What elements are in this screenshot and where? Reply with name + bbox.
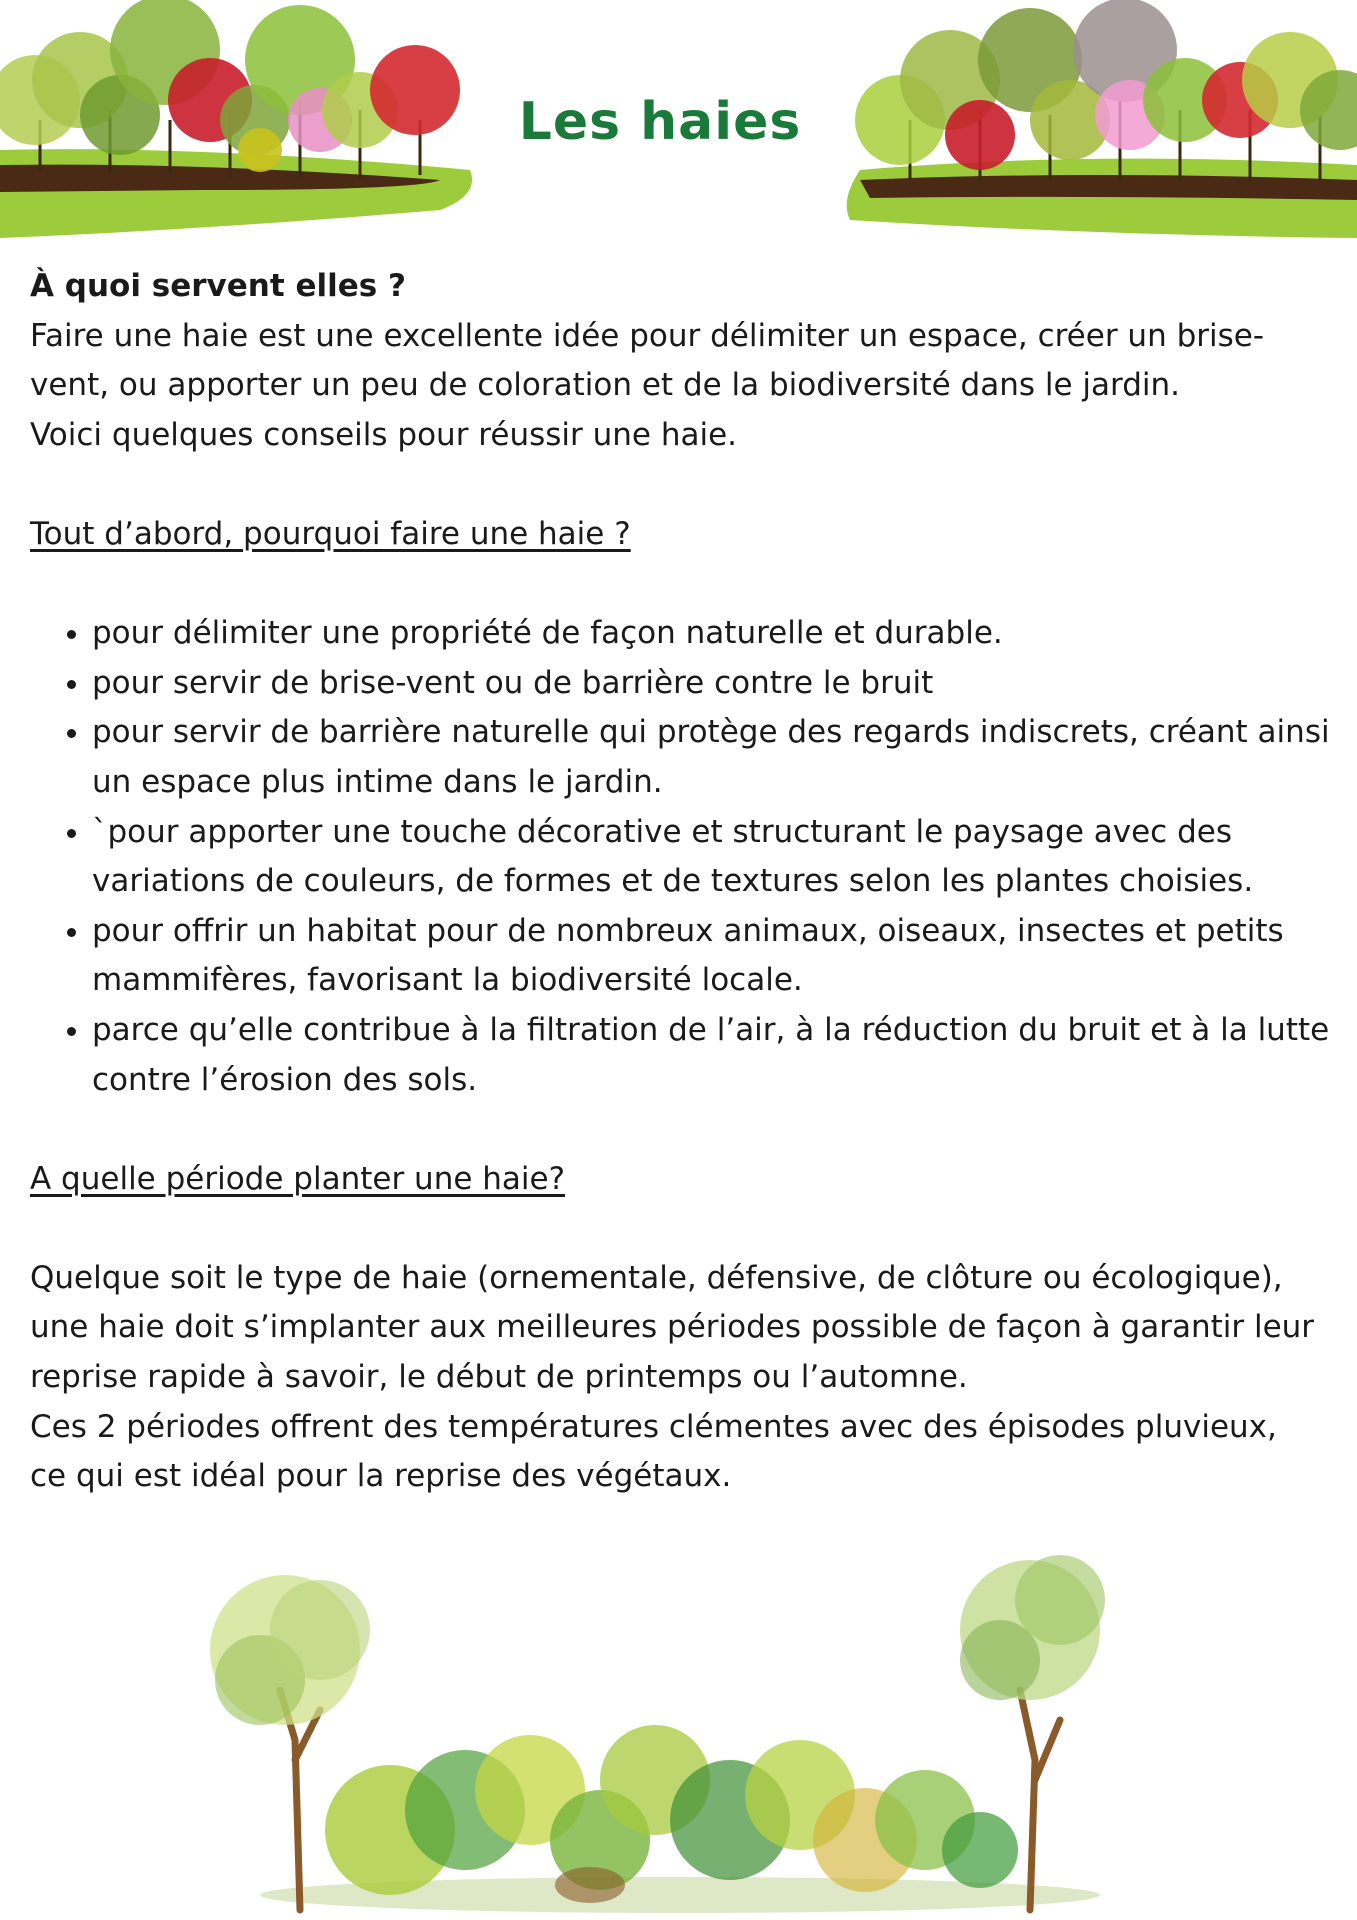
watercolor-hedge-illustration (200, 1540, 1160, 1920)
when-line: ce qui est idéal pour la reprise des végétaux. (30, 1458, 732, 1495)
list-item: • pour servir de brise-vent ou de barrière contre le bruit (92, 659, 1330, 709)
page-title: Les haies (518, 92, 802, 152)
hedge-illustration-right (840, 0, 1357, 240)
when-line: reprise rapide à savoir, le début de printemps ou l’automne. (30, 1359, 968, 1396)
list-item: • pour servir de barrière naturelle qui protège des regards indiscrets, créant ainsi un espace plus intime dans le jardin. (92, 708, 1330, 807)
intro-line: Faire une haie est une excellente idée pour délimiter un espace, créer un brise- (30, 317, 1265, 354)
list-item: • parce qu’elle contribue à la filtration de l’air, à la réduction du bruit et à la lutte contre l’érosion des sols. (92, 1006, 1330, 1105)
intro-line: vent, ou apporter un peu de coloration et de la biodiversité dans le jardin. (30, 367, 1181, 404)
why-list (30, 609, 1330, 1105)
when-line: une haie doit s’implanter aux meilleures périodes possible de façon à garantir leur (30, 1309, 1315, 1346)
page-header (0, 0, 1357, 245)
when-heading: A quelle période planter une haie? (30, 1160, 566, 1197)
list-item: • pour offrir un habitat pour de nombreux animaux, oiseaux, insectes et petits mammifères, favorisant la biodiversité locale. (92, 907, 1330, 1006)
intro-line: Voici quelques conseils pour réussir une haie. (30, 416, 738, 453)
article-body (30, 262, 1330, 1502)
hedge-illustration-left (0, 0, 480, 240)
when-line: Quelque soit le type de haie (ornementale, défensive, de clôture ou écologique), (30, 1259, 1283, 1296)
list-item: • `pour apporter une touche décorative et structurant le paysage avec des variations de couleurs, de formes et de textures selon les plantes choisies. (92, 808, 1330, 907)
list-item: • pour délimiter une propriété de façon naturelle et durable. (92, 609, 1330, 659)
when-line: Ces 2 périodes offrent des températures clémentes avec des épisodes pluvieux, (30, 1408, 1277, 1445)
why-heading: Tout d’abord, pourquoi faire une haie ? (30, 515, 631, 552)
intro-heading: À quoi servent elles ? (30, 268, 406, 304)
